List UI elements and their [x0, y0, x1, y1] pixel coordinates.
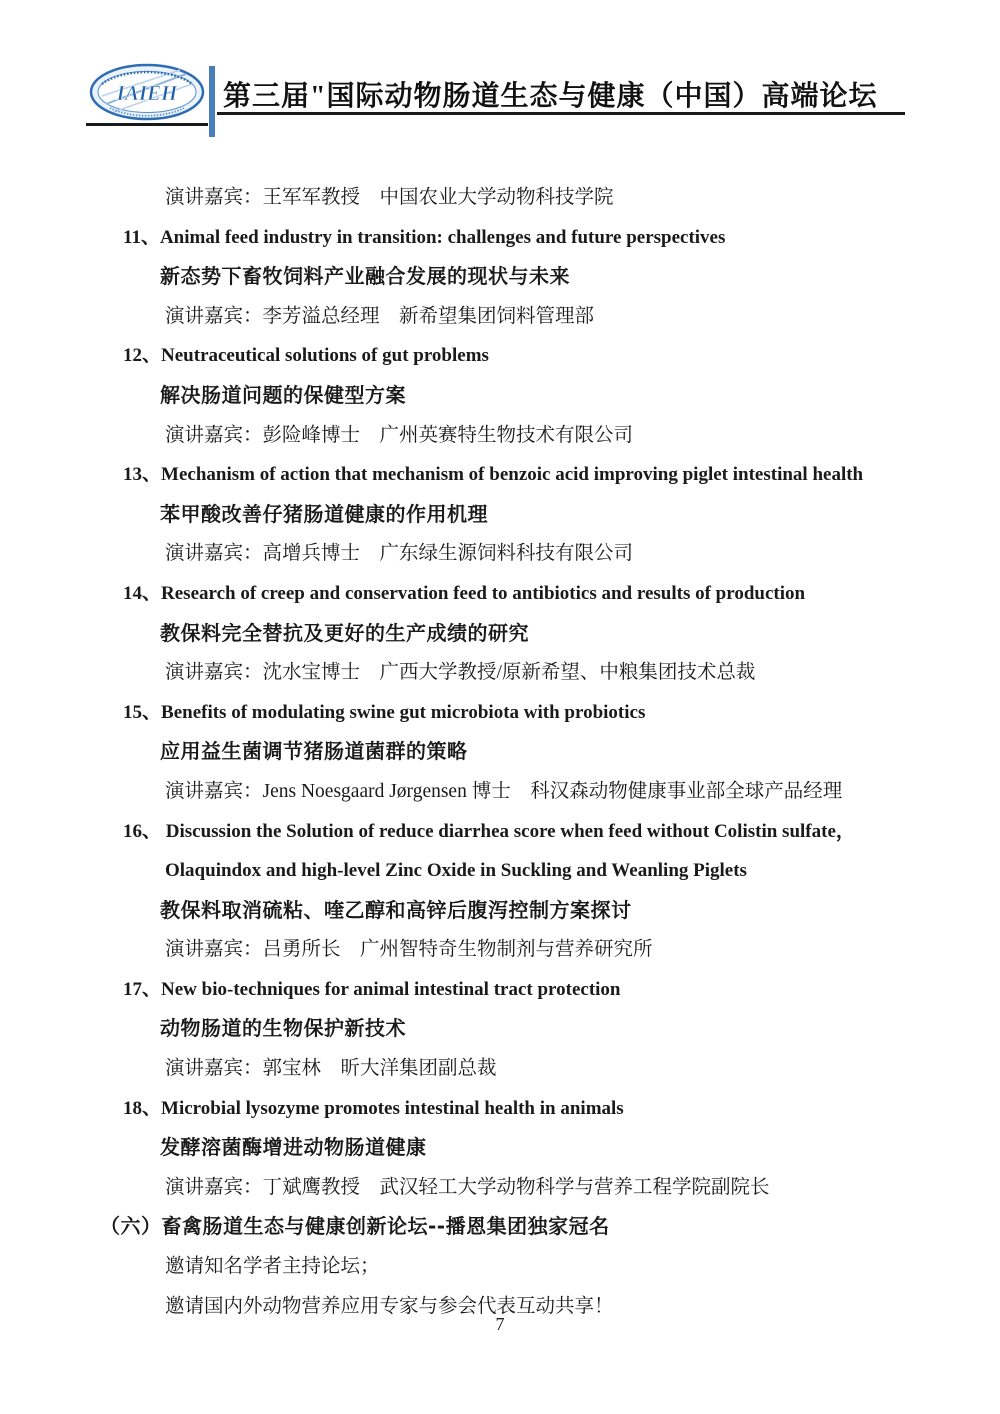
section-detail-line: 邀请知名学者主持论坛；	[165, 1256, 380, 1278]
section-label: （六）	[100, 1214, 162, 1239]
item-title-cn: 解决肠道问题的保健型方案	[160, 382, 406, 407]
agenda-item-18	[0, 1089, 1000, 1208]
item-number: 16、	[123, 820, 162, 842]
item-title-cn: 动物肠道的生物保护新技术	[160, 1016, 406, 1041]
title-underline	[217, 112, 905, 115]
item-number: 17、	[123, 978, 162, 1000]
item-number: 18、	[123, 1097, 162, 1119]
item-title-cn: 应用益生菌调节猪肠道菌群的策略	[160, 739, 468, 764]
item-title-en-continued: Olaquindox and high-level Zinc Oxide in Suckling and Weanling Piglets	[165, 860, 747, 882]
item-speaker: 演讲嘉宾：郭宝林 昕大洋集团副总裁	[165, 1058, 497, 1080]
item-title-en: Mechanism of action that mechanism of benzoic acid improving piglet intestinal health	[161, 464, 864, 486]
agenda-item-14	[0, 574, 1000, 693]
section-detail-line: 邀请国内外动物营养应用专家与参会代表互动共享！	[165, 1295, 614, 1317]
header-accent-bar	[209, 66, 215, 137]
conference-logo	[88, 62, 206, 122]
page-header	[0, 0, 1000, 150]
agenda-item-15	[0, 693, 1000, 812]
page-title: 第三届"国际动物肠道生态与健康（中国）高端论坛	[223, 81, 878, 112]
item-title-cn: 新态势下畜牧饲料产业融合发展的现状与未来	[160, 264, 570, 289]
item-title-cn: 发酵溶菌酶增进动物肠道健康	[160, 1135, 427, 1160]
svg-text:IAIEH: IAIEH	[116, 81, 178, 105]
item-number: 11、	[123, 226, 160, 248]
item-title-en: Neutraceutical solutions of gut problems	[161, 345, 489, 367]
item-speaker: 演讲嘉宾：彭险峰博士 广州英赛特生物技术有限公司	[165, 424, 634, 446]
agenda-item-16	[0, 812, 1000, 970]
intro-speaker-line: 演讲嘉宾：王军军教授 中国农业大学动物科技学院	[165, 187, 614, 208]
item-title-en: Benefits of modulating swine gut microbiota with probiotics	[161, 701, 646, 723]
logo-underline	[86, 123, 208, 126]
agenda-item-17	[0, 970, 1000, 1089]
item-speaker: 演讲嘉宾：高增兵博士 广东绿生源饲料科技有限公司	[165, 543, 634, 565]
agenda-item-13	[0, 455, 1000, 574]
item-number: 15、	[123, 701, 162, 723]
item-speaker: 演讲嘉宾：李芳溢总经理 新希望集团饲料管理部	[165, 305, 595, 327]
item-title-en: Microbial lysozyme promotes intestinal health in animals	[161, 1097, 624, 1119]
item-title-en: Animal feed industry in transition: challenges and future perspectives	[159, 226, 726, 248]
item-title-en: Research of creep and conservation feed to antibiotics and results of production	[161, 582, 806, 604]
page-number: 7	[495, 1314, 505, 1334]
item-speaker: 演讲嘉宾：丁斌鹰教授 武汉轻工大学动物科学与营养工程学院副院长	[165, 1176, 770, 1198]
item-speaker: 演讲嘉宾：沈水宝博士 广西大学教授/原新希望、中粮集团技术总裁	[165, 662, 756, 684]
logo-globe-icon	[88, 62, 206, 122]
item-title-en: Discussion the Solution of reduce diarrhea score when feed without Colistin sulfate，	[161, 820, 855, 842]
item-number: 13、	[123, 464, 162, 486]
item-speaker: 演讲嘉宾：Jens Noesgaard Jørgensen 博士 科汉森动物健康事业部全球产品经理	[165, 780, 843, 802]
agenda-content	[0, 178, 1000, 1326]
item-title-cn: 教保料取消硫粘、喹乙醇和高锌后腹泻控制方案探讨	[160, 897, 632, 922]
item-title-cn: 教保料完全替抗及更好的生产成绩的研究	[160, 620, 529, 645]
agenda-item-12	[0, 336, 1000, 455]
item-title-en: New bio-techniques for animal intestinal tract protection	[161, 978, 621, 1000]
item-speaker: 演讲嘉宾：吕勇所长 广州智特奇生物制剂与营养研究所	[165, 939, 653, 961]
item-title-cn: 苯甲酸改善仔猪肠道健康的作用机理	[160, 501, 488, 526]
item-number: 12、	[123, 345, 162, 367]
section-title: 畜禽肠道生态与健康创新论坛--播恩集团独家冠名	[161, 1214, 610, 1239]
agenda-item-11	[0, 218, 1000, 337]
section-six	[0, 1207, 1000, 1326]
item-number: 14、	[123, 582, 162, 604]
